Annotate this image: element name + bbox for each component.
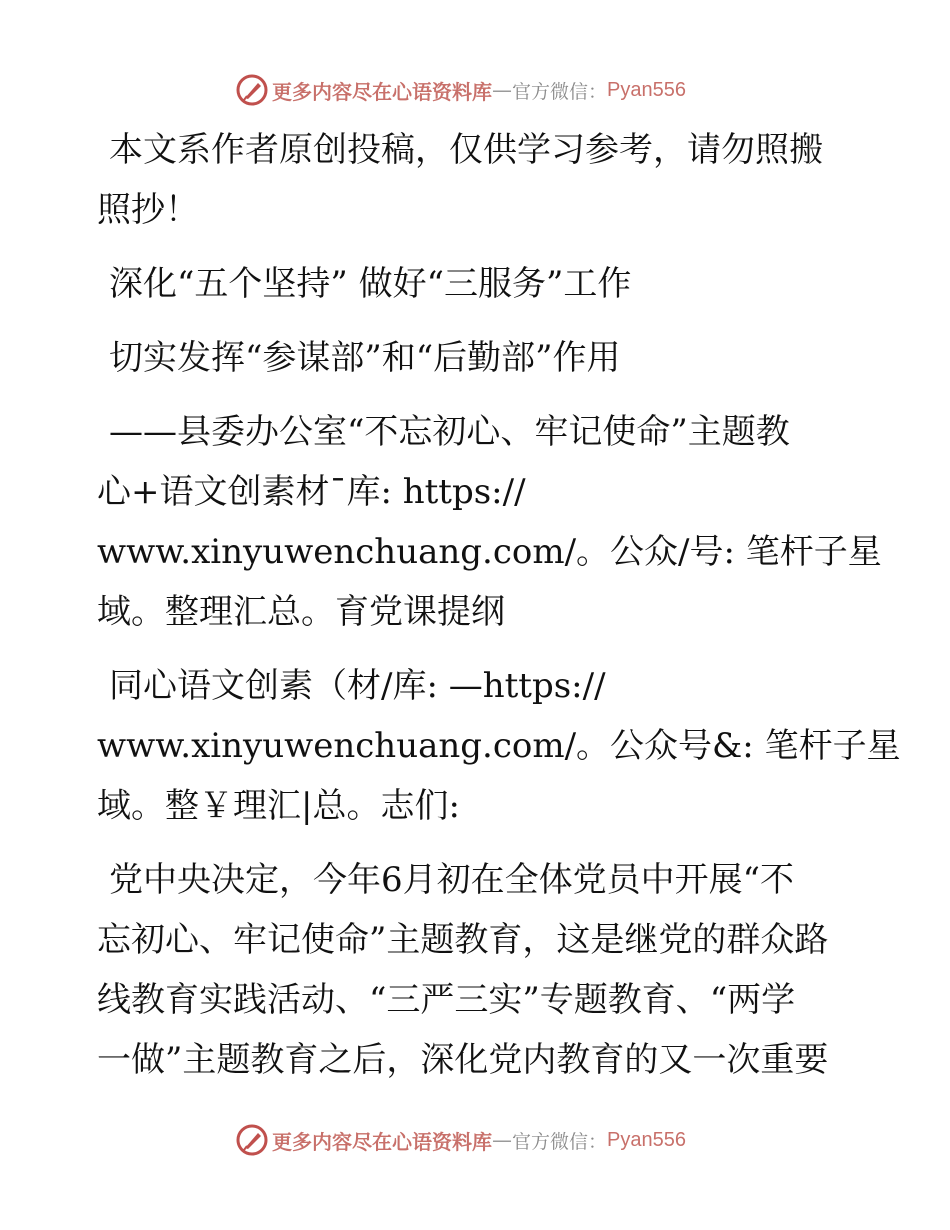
quill-logo-icon	[236, 1124, 268, 1156]
text-line: 同心语文创素（材/库: —https://	[109, 666, 606, 706]
footer-watermark	[236, 1122, 686, 1158]
text-line: www.xinyuwenchuang.com/。公众/号: 笔杆子星	[97, 532, 882, 572]
watermark-wechat-id: Pyan556	[607, 78, 686, 101]
subtitle-paragraph	[97, 402, 882, 642]
greeting-paragraph	[97, 656, 901, 836]
watermark-wechat-label: 官方微信：	[512, 1130, 608, 1153]
document-body	[97, 120, 901, 1104]
watermark-title: 更多内容尽在心语资料库	[272, 79, 492, 104]
watermark-dash: —	[492, 78, 512, 102]
watermark-wechat-id: Pyan556	[607, 1128, 686, 1151]
text-line: ——县委办公室“不忘初心、牢记使命”主题教	[109, 412, 790, 452]
notice-paragraph	[97, 120, 857, 240]
text-line: 深化“五个坚持” 做好“三服务”工作	[109, 264, 632, 304]
text-line: 线教育实践活动、“三严三实”专题教育、“两学	[97, 980, 796, 1020]
quill-logo-icon	[236, 74, 268, 106]
text-line: 切实发挥“参谋部”和“后勤部”作用	[109, 338, 621, 378]
watermark-title: 更多内容尽在心语资料库	[272, 1129, 492, 1154]
text-line: 域。整理汇总。育党课提纲	[97, 592, 505, 632]
text-line: www.xinyuwenchuang.com/。公众号&: 笔杆子星	[97, 726, 901, 766]
text-line: 心+语文创素材¯库: https://	[97, 472, 526, 512]
title-line-1	[97, 254, 857, 314]
body-paragraph	[97, 850, 857, 1090]
title-line-2	[97, 328, 857, 388]
text-line: 域。整￥理汇|总。志们:	[97, 786, 460, 826]
text-line: 一做”主题教育之后，深化党内教育的又一次重要	[97, 1040, 829, 1080]
watermark-dash: —	[492, 1128, 512, 1152]
header-watermark	[236, 72, 686, 108]
text-line: 党中央决定，今年6月初在全体党员中开展“不	[109, 860, 795, 900]
watermark-wechat-label: 官方微信：	[512, 80, 608, 103]
text-line: 忘初心、牢记使命”主题教育，这是继党的群众路	[97, 920, 829, 960]
text-line: 照抄！	[97, 190, 199, 230]
text-line: 本文系作者原创投稿，仅供学习参考，请勿照搬	[109, 130, 823, 170]
